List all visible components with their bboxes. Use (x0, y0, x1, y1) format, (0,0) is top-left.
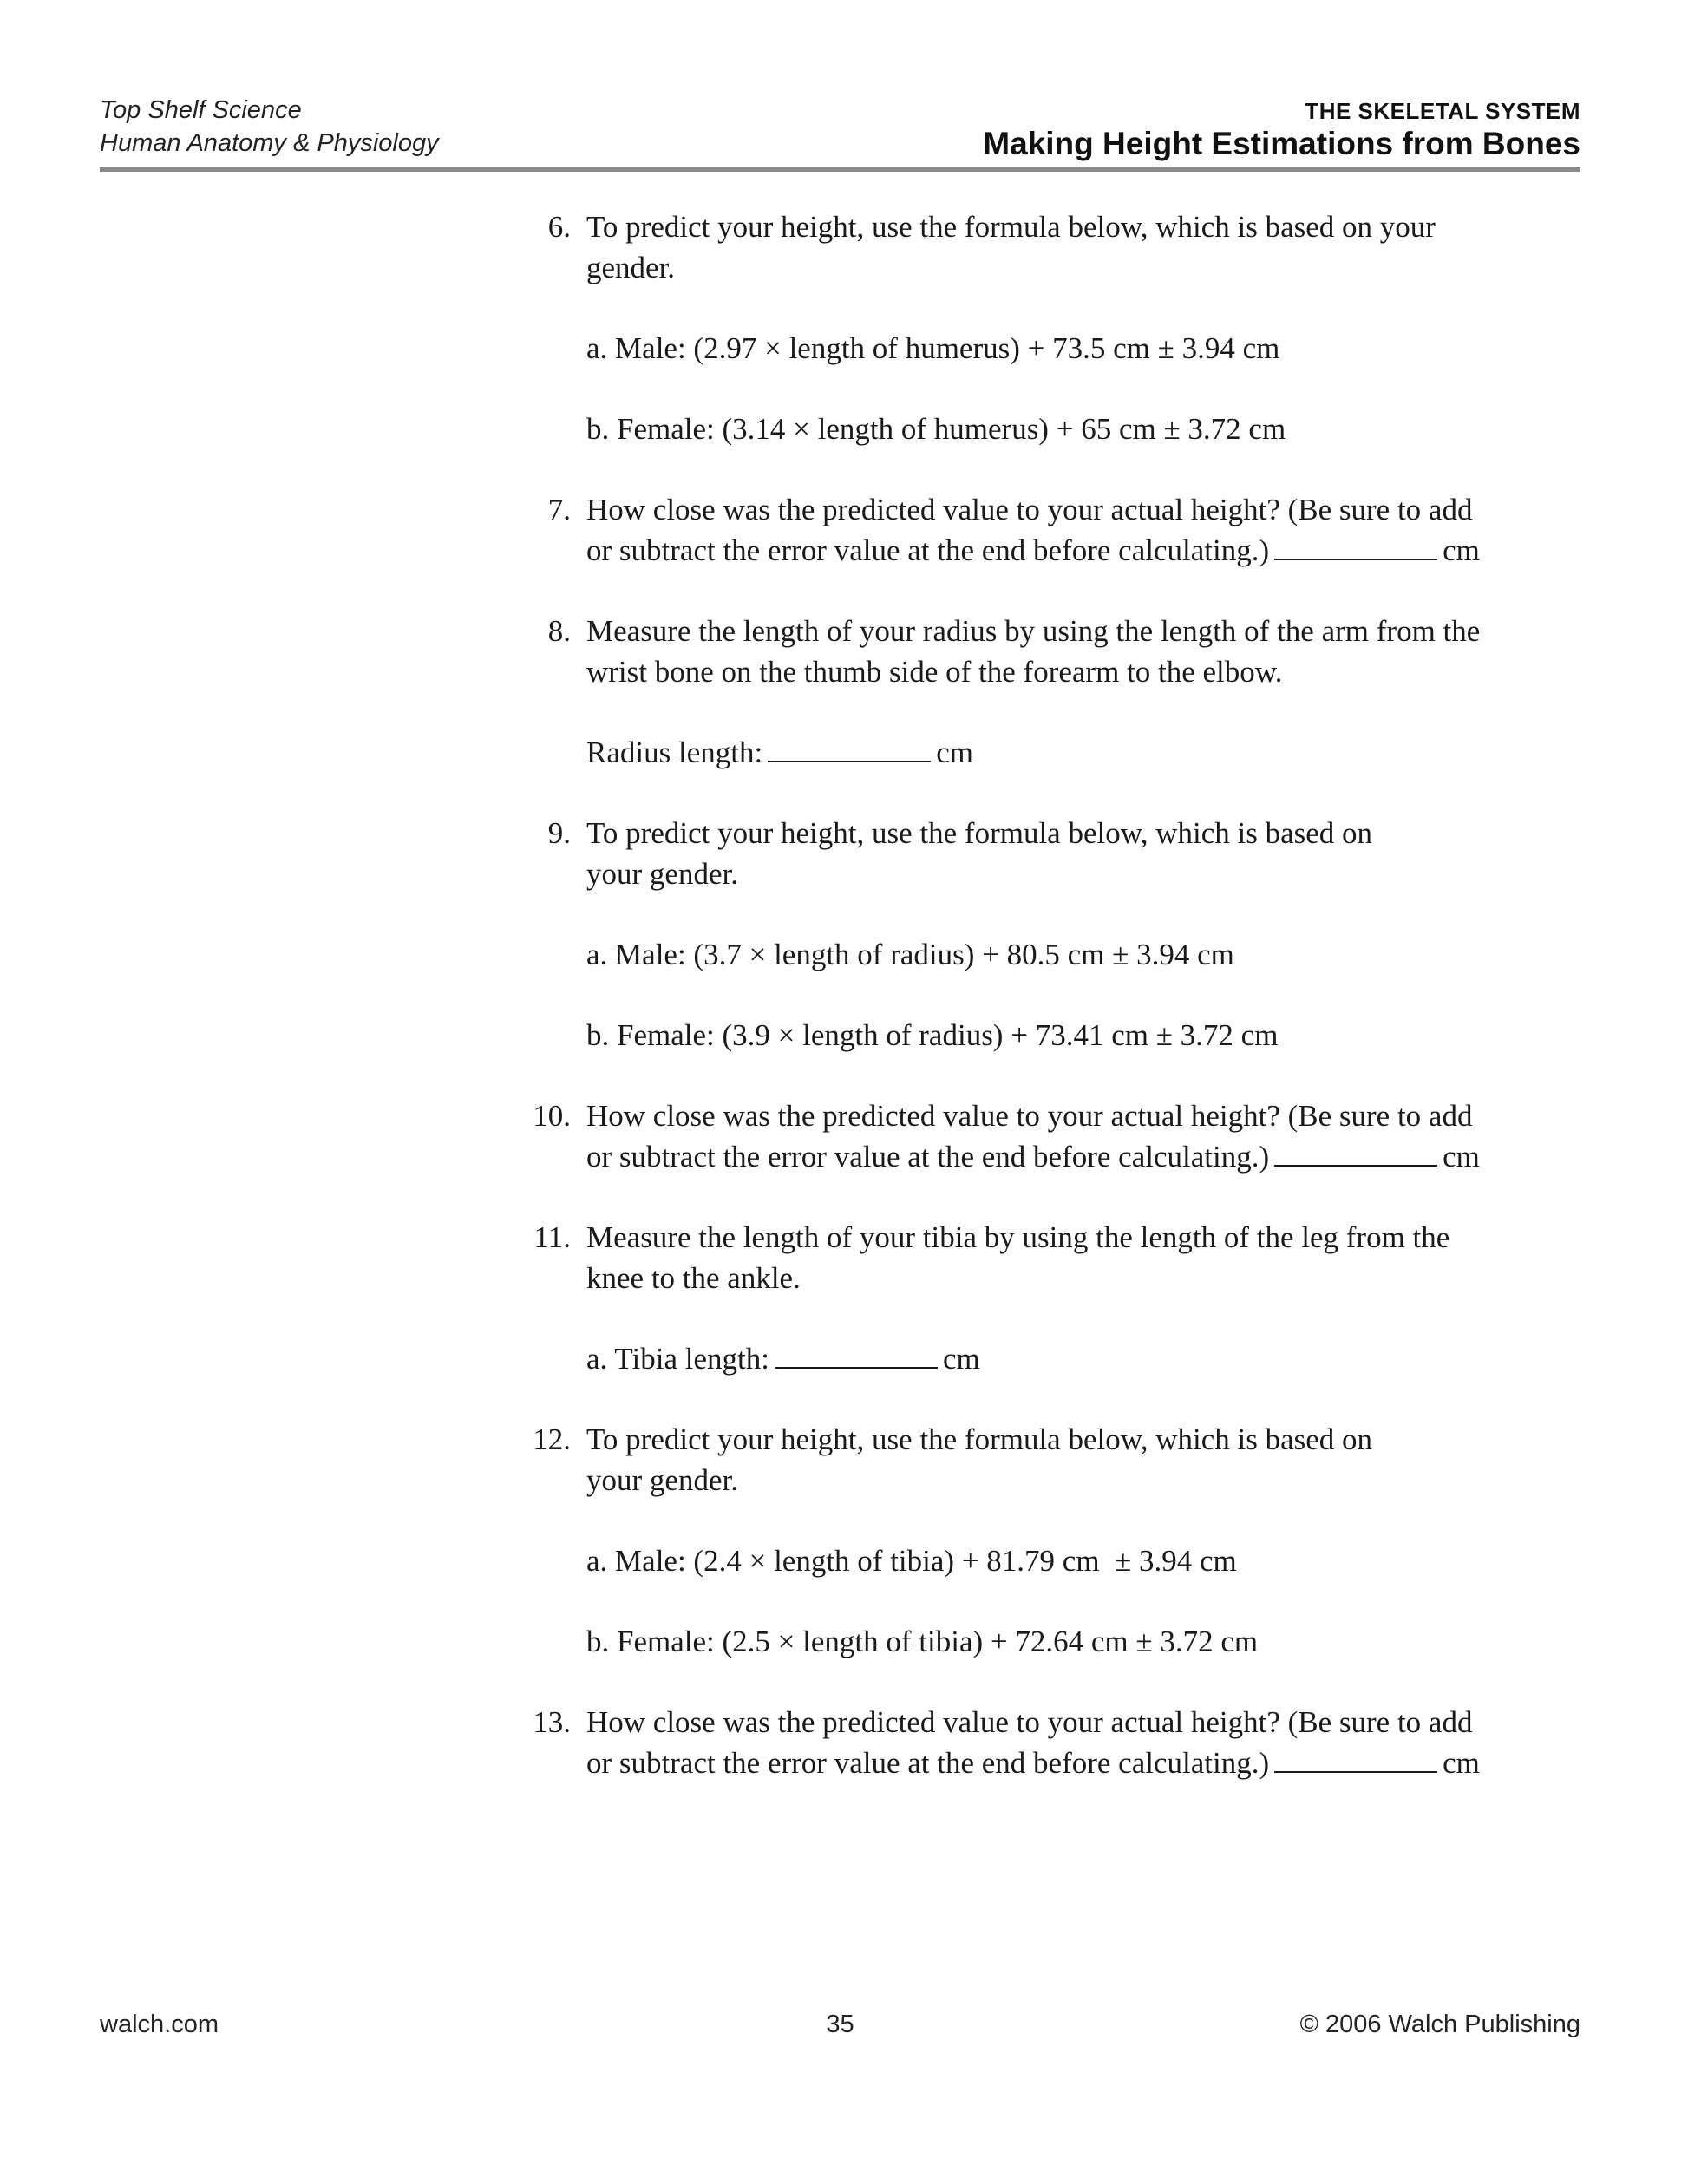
question-number: 7. (547, 493, 571, 526)
series-title: Top Shelf Science (100, 96, 302, 124)
question-number: 6. (547, 210, 571, 244)
question-text-line: How close was the predicted value to your actual height? (Be sure to add (586, 1099, 1473, 1133)
question-11 (494, 1217, 1587, 1298)
tibia-length-row (494, 1338, 1587, 1379)
question-text-line: Measure the length of your tibia by using the length of the leg from the (586, 1220, 1450, 1254)
formula-female-humerus: b. Female: (3.14 × length of humerus) + 65 cm ± 3.72 cm (586, 412, 1286, 446)
question-number: 11. (533, 1220, 571, 1254)
question-13 (494, 1702, 1587, 1783)
answer-blank[interactable] (1274, 533, 1437, 560)
question-text-line: To predict your height, use the formula below, which is based on (586, 816, 1373, 850)
header-left (100, 94, 439, 160)
unit-label: cm (1443, 1140, 1480, 1174)
question-text-line: knee to the ankle. (586, 1261, 801, 1295)
question-9 (494, 813, 1587, 894)
formula-male-humerus: a. Male: (2.97 × length of humerus) + 73.5 cm ± 3.94 cm (586, 331, 1280, 365)
question-text-line: Measure the length of your radius by using the length of the arm from the (586, 614, 1481, 648)
radius-length-row (494, 732, 1587, 773)
question-text-line: How close was the predicted value to your actual height? (Be sure to add (586, 493, 1473, 526)
question-text-line: or subtract the error value at the end before calculating.) (586, 533, 1270, 567)
question-12 (494, 1419, 1587, 1501)
formula-male-radius: a. Male: (3.7 × length of radius) + 80.5 cm ± 3.94 cm (586, 938, 1234, 971)
question-text-line: How close was the predicted value to your actual height? (Be sure to add (586, 1705, 1473, 1739)
formula-male-tibia: a. Male: (2.4 × length of tibia) + 81.79 cm ± 3.94 cm (586, 1544, 1237, 1578)
question-text-line: your gender. (586, 857, 738, 891)
book-title: Human Anatomy & Physiology (100, 129, 439, 157)
page-title: Making Height Estimations from Bones (983, 126, 1580, 161)
tibia-length-label: a. Tibia length: (586, 1342, 769, 1376)
question-number: 8. (547, 614, 571, 648)
question-text-line: or subtract the error value at the end before calculating.) (586, 1746, 1270, 1780)
radius-length-label: Radius length: (586, 736, 763, 769)
unit-label: cm (1443, 1746, 1480, 1780)
footer-copyright: © 2006 Walch Publishing (1299, 2011, 1580, 2038)
question-number: 10. (533, 1099, 571, 1133)
question-10 (494, 1095, 1587, 1177)
unit-label: cm (936, 736, 973, 769)
page-number: 35 (826, 2011, 854, 2038)
question-text-line: To predict your height, use the formula below, which is based on (586, 1422, 1373, 1456)
question-number: 9. (547, 816, 571, 850)
question-number: 13. (533, 1705, 571, 1739)
header-right (983, 97, 1580, 163)
question-6 (494, 206, 1587, 288)
question-text-line: or subtract the error value at the end before calculating.) (586, 1140, 1270, 1174)
formula-female-radius: b. Female: (3.9 × length of radius) + 73.41 cm ± 3.72 cm (586, 1018, 1279, 1052)
question-7 (494, 489, 1587, 571)
formula-female-tibia: b. Female: (2.5 × length of tibia) + 72.64 cm ± 3.72 cm (586, 1625, 1259, 1658)
answer-blank[interactable] (775, 1341, 938, 1369)
unit-label: cm (943, 1342, 980, 1376)
answer-blank[interactable] (1274, 1139, 1437, 1167)
answer-blank[interactable] (1274, 1745, 1437, 1773)
worksheet-content (494, 206, 1587, 1783)
question-text-line: To predict your height, use the formula below, which is based on your (586, 210, 1436, 244)
header-divider (100, 167, 1580, 172)
question-number: 12. (533, 1422, 571, 1456)
question-8 (494, 611, 1587, 692)
footer-site: walch.com (100, 2011, 219, 2038)
question-text-line: gender. (586, 251, 676, 284)
answer-blank[interactable] (768, 735, 931, 762)
question-text-line: your gender. (586, 1463, 738, 1497)
question-text-line: wrist bone on the thumb side of the forearm to the elbow. (586, 655, 1283, 689)
unit-label: cm (1443, 533, 1480, 567)
page-footer (100, 2011, 1580, 2045)
section-title: THE SKELETAL SYSTEM (1305, 98, 1580, 124)
